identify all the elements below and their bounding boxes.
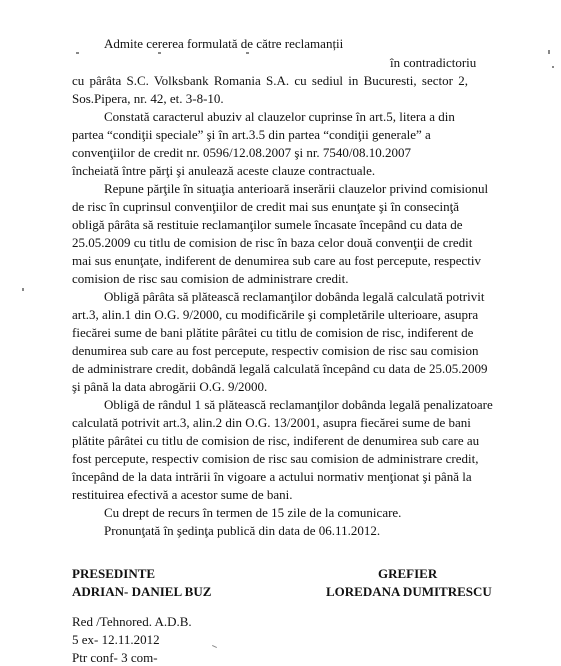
text-line: comision de risc sau comision de administrare credit. bbox=[72, 271, 349, 286]
text-line: obligă pârâta să restituie reclamanţilor sumele încasate începând cu data de bbox=[72, 217, 463, 232]
text-line: în contradictoriu bbox=[390, 55, 477, 70]
text-line: 25.05.2009 cu titlu de comision de risc în baza celor două convenţii de credit bbox=[72, 235, 473, 250]
scan-speck bbox=[158, 52, 161, 54]
clerk-name: LOREDANA DUMITRESCU bbox=[326, 584, 492, 599]
scan-speck bbox=[548, 50, 550, 54]
president-title: PRESEDINTE bbox=[72, 566, 156, 581]
president-name: ADRIAN- DANIEL BUZ bbox=[72, 584, 212, 599]
scan-speck bbox=[22, 288, 24, 291]
text-line: art.3, alin.1 din O.G. 9/2000, cu modificările şi completările ulterioare, asupra bbox=[72, 307, 479, 322]
scan-speck bbox=[246, 52, 249, 54]
text-line: mai sus enunţate, indiferent de denumirea sub care au fost percepute, respectiv bbox=[72, 253, 481, 268]
text-line: Obligă de rândul 1 să plătească reclamanţilor dobânda legală penalizatoare bbox=[104, 397, 493, 412]
text-line: încheiată între părţi şi anulează aceste clauze contractuale. bbox=[72, 163, 376, 178]
text-line: de risc în cuprinsul convenţiilor de credit mai sus enunţate şi în consecinţă bbox=[72, 199, 460, 214]
scan-speck bbox=[552, 66, 554, 68]
footer-copies: 5 ex- 12.11.2012 bbox=[72, 632, 160, 647]
text-line: partea “condiţii speciale” şi în art.3.5 din partea “condiţii generale” a bbox=[72, 127, 431, 142]
scan-speck bbox=[212, 645, 217, 648]
scan-speck bbox=[76, 52, 79, 54]
text-line: fost percepute, respectiv comision de risc sau comision de administrare credit, bbox=[72, 451, 479, 466]
text-line: Admite cererea formulată de către reclamanții bbox=[104, 36, 344, 51]
clerk-title: GREFIER bbox=[378, 566, 438, 581]
text-line: restituirea efectivă a acestor sume de bani. bbox=[72, 487, 293, 502]
text-line: denumirea sub care au fost percepute, respectiv comision de risc sau comision bbox=[72, 343, 479, 358]
text-line: cu pârâta S.C. Volksbank Romania S.A. cu sediul in Bucuresti, sector 2, bbox=[72, 73, 468, 88]
text-line: Cu drept de recurs în termen de 15 zile de la comunicare. bbox=[104, 505, 402, 520]
text-line: calculată potrivit art.3, alin.2 din O.G. 13/2001, asupra fiecărei sume de bani bbox=[72, 415, 471, 430]
text-line: convenţiilor de credit nr. 0596/12.08.2007 şi nr. 7540/08.10.2007 bbox=[72, 145, 412, 160]
text-line: şi până la data abrogării O.G. 9/2000. bbox=[72, 379, 268, 394]
text-line: Pronunţată în şedinţa publică din data de 06.11.2012. bbox=[104, 523, 381, 538]
text-line: Sos.Pipera, nr. 42, et. 3-8-10. bbox=[72, 91, 224, 106]
footer-conf: Ptr conf- 3 com- bbox=[72, 650, 158, 665]
footer-red: Red /Tehnored. A.D.B. bbox=[72, 614, 192, 629]
text-line: Obligă pârâta să plătească reclamanţilor dobânda legală calculată potrivit bbox=[104, 289, 485, 304]
text-line: fiecărei sume de bani plătite pârâtei cu titlu de comision de risc, indiferent de bbox=[72, 325, 474, 340]
text-line: începând de la data intrării în vigoare a actului normativ menţionat şi până la bbox=[72, 469, 472, 484]
text-line: plătite pârâtei cu titlu de comision de risc, indiferent de denumirea sub care au bbox=[72, 433, 480, 448]
text-line: Constată caracterul abuziv al clauzelor cuprinse în art.5, litera a din bbox=[104, 109, 455, 124]
text-line: de administrare credit, dobândă legală calculată începând cu data de 25.05.2009 bbox=[72, 361, 488, 376]
text-line: Repune părţile în situaţia anterioară inserării clauzelor privind comisionul bbox=[104, 181, 489, 196]
